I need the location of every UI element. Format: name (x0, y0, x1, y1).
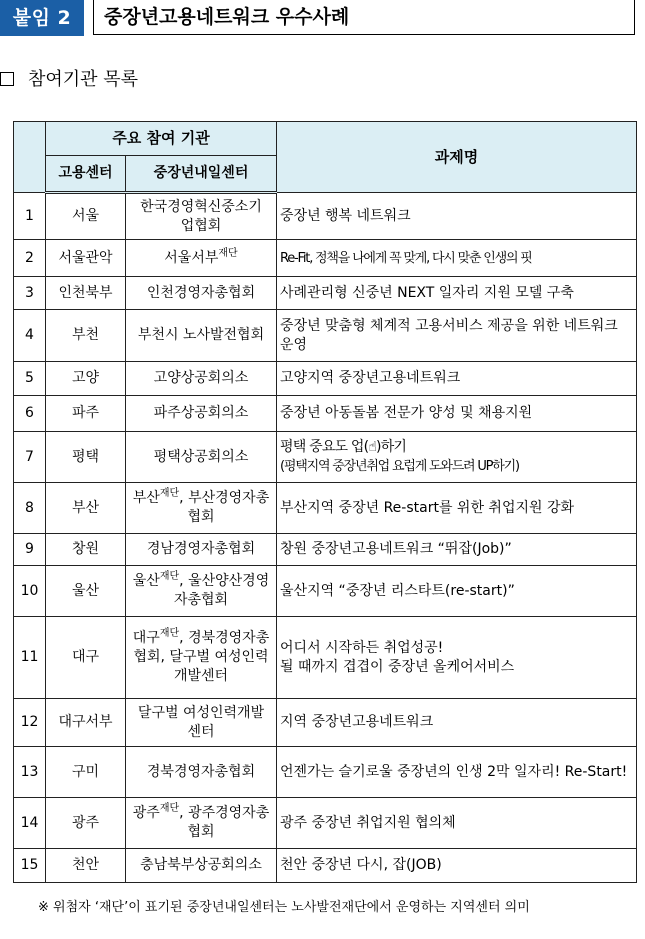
row-partner: 부천시 노사발전협회 (126, 310, 277, 362)
row-center: 평택 (46, 432, 126, 483)
partner-name: 부산 (132, 490, 160, 506)
row-partner (126, 617, 277, 699)
task-line: (평택지역 중장년취업 요럽게 도와드려 UP하기) (280, 459, 519, 474)
row-center: 구미 (46, 747, 126, 798)
row-center: 서울관악 (46, 240, 126, 277)
row-partner: 한국경영혁신중소기업협회 (126, 193, 277, 240)
row-task: 중장년 행복 네트워크 (277, 193, 637, 240)
table-row (14, 396, 637, 432)
row-number: 14 (14, 798, 46, 849)
row-task: Re-Fit, 정책을 나에게 꼭 맞게, 다시 맞춘 인생의 핏 (277, 240, 637, 277)
row-task: 광주 중장년 취업지원 협의체 (277, 798, 637, 849)
partner-name: , 울산양산경영자총협회 (173, 573, 270, 608)
header-number-blank (14, 122, 46, 193)
participants-table (13, 121, 637, 883)
partner-name: 광주 (132, 805, 160, 821)
row-partner: 달구벌 여성인력개발센터 (126, 699, 277, 747)
row-task: 울산지역 “중장년 리스타트(re-start)” (277, 566, 637, 617)
row-number: 6 (14, 396, 46, 432)
row-number: 10 (14, 566, 46, 617)
appendix-badge: 붙임 2 (0, 0, 84, 36)
row-task: 지역 중장년고용네트워크 (277, 699, 637, 747)
table-row (14, 566, 637, 617)
row-center: 대구서부 (46, 699, 126, 747)
partner-name: , 광주경영자총협회 (179, 805, 270, 840)
foundation-superscript: 재단 (159, 803, 180, 814)
row-number: 8 (14, 483, 46, 534)
table-row (14, 432, 637, 483)
row-partner: 경북경영자총협회 (126, 747, 277, 798)
row-center: 천안 (46, 849, 126, 883)
footnote: ※ 위첨자 ‘재단’이 표기된 중장년내일센터는 노사발전재단에서 운영하는 지역센터 의미 (38, 900, 530, 915)
row-number: 9 (14, 534, 46, 566)
page-title: 중장년고용네트워크 우수사례 (104, 6, 350, 28)
table-row (14, 849, 637, 883)
task-line: 평택 중요도 업(☝)하기 (280, 439, 407, 455)
row-partner: 고양상공회의소 (126, 362, 277, 396)
row-partner: 경남경영자총협회 (126, 534, 277, 566)
row-partner: 충남북부상공회의소 (126, 849, 277, 883)
row-number: 2 (14, 240, 46, 277)
partner-name: , 부산경영자총협회 (179, 490, 270, 525)
row-center: 서울 (46, 193, 126, 240)
header-partner-center: 중장년내일센터 (126, 156, 277, 193)
row-center: 부산 (46, 483, 126, 534)
row-task: 중장년 맞춤형 체계적 고용서비스 제공을 위한 네트워크 운영 (277, 310, 637, 362)
table-row (14, 362, 637, 396)
row-center: 고양 (46, 362, 126, 396)
title-box (93, 0, 635, 35)
row-center: 인천북부 (46, 277, 126, 310)
row-number: 11 (14, 617, 46, 699)
foundation-superscript: 재단 (159, 571, 180, 582)
section-heading (0, 65, 138, 95)
row-task (277, 432, 637, 483)
table-row (14, 534, 637, 566)
table-row (14, 310, 637, 362)
foundation-superscript: 재단 (159, 488, 180, 499)
row-task: 천안 중장년 다시, 잡(JOB) (277, 849, 637, 883)
row-partner: 파주상공회의소 (126, 396, 277, 432)
table-row (14, 240, 637, 277)
table-row (14, 798, 637, 849)
row-partner (126, 240, 277, 277)
row-partner: 인천경영자총협회 (126, 277, 277, 310)
partner-name: , 경북경영자총협회, 달구벌 여성인력개발센터 (133, 630, 270, 684)
foundation-superscript: 재단 (218, 247, 238, 259)
row-center: 울산 (46, 566, 126, 617)
row-number: 5 (14, 362, 46, 396)
row-center: 광주 (46, 798, 126, 849)
row-task: 고양지역 중장년고용네트워크 (277, 362, 637, 396)
header-task-name: 과제명 (277, 122, 637, 193)
foundation-superscript: 재단 (159, 628, 180, 639)
section-title: 참여기관 목록 (28, 69, 139, 90)
row-number: 7 (14, 432, 46, 483)
page-header (0, 0, 645, 36)
row-task: 중장년 아동돌봄 전문가 양성 및 채용지원 (277, 396, 637, 432)
table-row (14, 699, 637, 747)
partner-name: 울산 (132, 573, 160, 589)
table-row (14, 483, 637, 534)
partner-name: 대구 (132, 630, 160, 646)
row-task: 사례관리형 신중년 NEXT 일자리 지원 모델 구축 (277, 277, 637, 310)
row-partner (126, 566, 277, 617)
row-center: 대구 (46, 617, 126, 699)
table-row (14, 747, 637, 798)
table-row (14, 277, 637, 310)
row-center: 부천 (46, 310, 126, 362)
row-task (277, 617, 637, 699)
row-center: 파주 (46, 396, 126, 432)
row-partner (126, 798, 277, 849)
row-number: 3 (14, 277, 46, 310)
header-employment-center: 고용센터 (46, 156, 126, 193)
row-task: 창원 중장년고용네트워크 “뛰잡(Job)” (277, 534, 637, 566)
table-row (14, 617, 637, 699)
row-partner: 평택상공회의소 (126, 432, 277, 483)
task-line: 어디서 시작하든 취업성공! (280, 639, 444, 656)
row-number: 15 (14, 849, 46, 883)
partner-name: 서울서부 (164, 249, 219, 266)
row-partner (126, 483, 277, 534)
row-task: 부산지역 중장년 Re-start를 위한 취업지원 강화 (277, 483, 637, 534)
row-task: 언젠가는 슬기로울 중장년의 인생 2막 일자리! Re-Start! (277, 747, 637, 798)
row-number: 4 (14, 310, 46, 362)
row-center: 창원 (46, 534, 126, 566)
header-group-institutions: 주요 참여 기관 (46, 122, 277, 156)
row-number: 13 (14, 747, 46, 798)
row-number: 12 (14, 699, 46, 747)
checkbox-square-icon (0, 72, 14, 86)
table-row (14, 193, 637, 240)
row-number: 1 (14, 193, 46, 240)
task-line: 될 때까지 겹겹이 중장년 올케어서비스 (280, 658, 515, 675)
